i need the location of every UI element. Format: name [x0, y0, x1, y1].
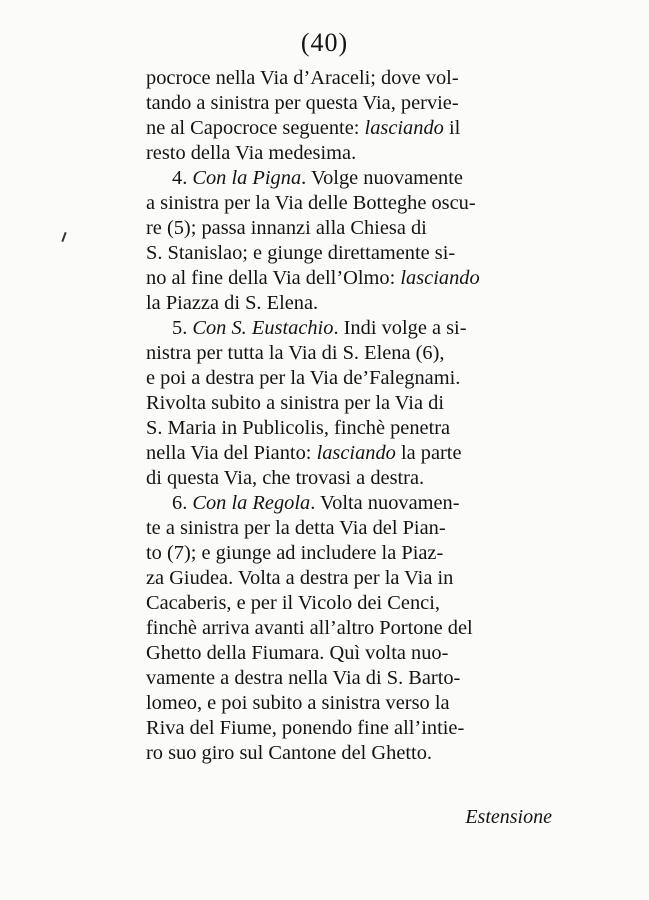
- text-segment: tando a sinistra per questa Via, pervie-: [146, 92, 459, 114]
- text-segment: Riva del Fiume, ponendo fine all’intie-: [146, 717, 465, 739]
- text-line: [146, 316, 558, 341]
- text-segment: 6.: [172, 492, 193, 514]
- text-segment: re (5); passa innanzi alla Chiesa di: [146, 217, 427, 239]
- text-line: [146, 116, 558, 141]
- text-line: [146, 716, 558, 741]
- text-line: [146, 491, 558, 516]
- text-line: [146, 566, 558, 591]
- text-line: [146, 616, 558, 641]
- text-segment: . Volge nuovamente: [301, 167, 463, 189]
- text-segment: pocroce nella Via d’Araceli; dove vol-: [146, 67, 459, 89]
- text-line: [146, 591, 558, 616]
- text-segment: za Giudea. Volta a destra per la Via in: [146, 567, 454, 589]
- text-line: [146, 166, 558, 191]
- text-line: [146, 91, 558, 116]
- text-line: [146, 466, 558, 491]
- text-line: [146, 66, 558, 91]
- text-segment: e poi a destra per la Via de’Falegnami.: [146, 367, 461, 389]
- text-segment: 4.: [172, 167, 193, 189]
- text-segment: to (7); e giunge ad includere la Piaz-: [146, 542, 444, 564]
- text-segment: Ghetto della Fiumara. Quì volta nuo-: [146, 642, 449, 664]
- text-line: [146, 641, 558, 666]
- text-line: [146, 191, 558, 216]
- italic-segment: lasciando: [316, 442, 396, 464]
- text-line: [146, 666, 558, 691]
- margin-mark: [61, 232, 66, 242]
- text-line: [146, 141, 558, 166]
- italic-segment: Con la Regola: [192, 492, 311, 514]
- text-segment: la parte: [395, 442, 462, 464]
- text-segment: la Piazza di S. Elena.: [146, 292, 319, 314]
- text-segment: nistra per tutta la Via di S. Elena (6),: [146, 342, 445, 364]
- text-segment: te a sinistra per la detta Via del Pian-: [146, 517, 446, 539]
- text-segment: ne al Capocroce seguente:: [146, 117, 365, 139]
- text-line: [146, 366, 558, 391]
- text-segment: . Indi volge a si-: [333, 317, 467, 339]
- text-line: [146, 216, 558, 241]
- text-segment: nella Via del Pianto:: [146, 442, 317, 464]
- text-segment: lomeo, e poi subito a sinistra verso la: [146, 692, 450, 714]
- text-segment: il: [443, 117, 461, 139]
- text-line: [146, 266, 558, 291]
- page-number: (40): [300, 28, 349, 57]
- text-segment: vamente a destra nella Via di S. Barto-: [146, 667, 461, 689]
- text-segment: Rivolta subito a sinistra per la Via di: [146, 392, 444, 414]
- text-segment: ro suo giro sul Cantone del Ghetto.: [146, 742, 432, 764]
- text-segment: resto della Via medesima.: [146, 142, 357, 164]
- text-segment: 5.: [172, 317, 193, 339]
- text-line: [146, 416, 558, 441]
- text-line: [146, 241, 558, 266]
- text-segment: a sinistra per la Via delle Botteghe oscu-: [146, 192, 476, 214]
- text-segment: S. Stanislao; e giunge direttamente si-: [146, 242, 456, 264]
- italic-segment: lasciando: [400, 267, 480, 289]
- text-line: [146, 541, 558, 566]
- text-segment: S. Maria in Publicolis, finchè penetra: [146, 417, 451, 439]
- italic-segment: Con S. Eustachio: [192, 317, 334, 339]
- text-segment: Cacaberis, e per il Vicolo dei Cenci,: [146, 592, 440, 614]
- text-line: [146, 691, 558, 716]
- italic-segment: Con la Pigna: [192, 167, 302, 189]
- catchword: Estensione: [465, 806, 552, 828]
- text-line: [146, 516, 558, 541]
- text-line: [146, 441, 558, 466]
- body-text: [146, 66, 558, 766]
- text-segment: finchè arriva avanti all’altro Portone del: [146, 617, 473, 639]
- text-segment: di questa Via, che trovasi a destra.: [146, 467, 425, 489]
- text-segment: no al fine della Via dell’Olmo:: [146, 267, 401, 289]
- italic-segment: lasciando: [364, 117, 444, 139]
- text-line: [146, 291, 558, 316]
- text-line: [146, 391, 558, 416]
- text-line: [146, 341, 558, 366]
- text-line: [146, 741, 558, 766]
- text-segment: . Volta nuovamen-: [310, 492, 460, 514]
